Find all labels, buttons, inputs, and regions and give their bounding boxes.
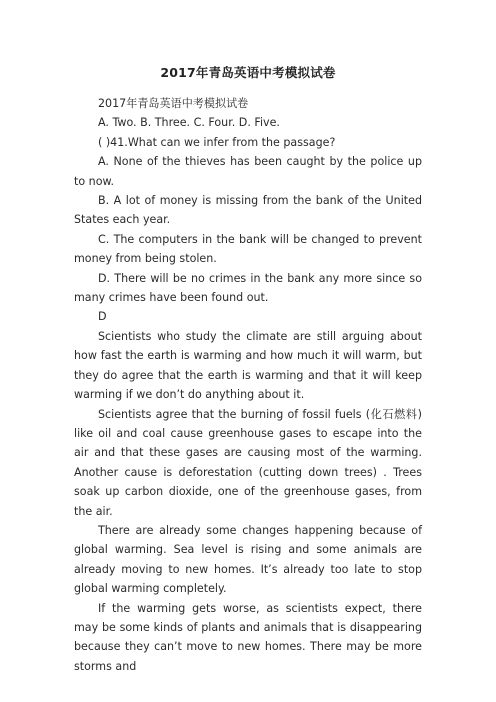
passage-paragraph: Scientists who study the climate are still arguing about how fast the earth is warming and how much it will warm, but they do agree that the earth is warming and that it will keep warming if we don’t do anything about it. <box>74 329 422 402</box>
question-41: ( )41.What can we infer from the passage? <box>98 135 336 149</box>
option-d: D. There will be no crimes in the bank any more since so many crimes have been found out. <box>74 271 422 305</box>
answer-options-line: A. Two. B. Three. C. Four. D. Five. <box>98 116 280 130</box>
option-c: C. The computers in the bank will be changed to prevent money from being stolen. <box>74 232 422 266</box>
section-label: D <box>98 310 107 324</box>
passage-paragraph: There are already some changes happening because of global warming. Sea level is rising and some animals are already moving to new homes. It’s already too late to stop global warming completely. <box>74 523 422 596</box>
passage-paragraph: If the warming gets worse, as scientists expect, there may be some kinds of plants and animals that is disappearing because they can’t move to new homes. There may be more storms and <box>74 601 422 673</box>
option-b: B. A lot of money is missing from the bank of the United States each year. <box>74 194 422 227</box>
passage-paragraph: Scientists agree that the burning of fossil fuels (化石燃料) like oil and coal cause greenhouse gases to escape into the air and that these gases are causing most of the warming. Another cause is deforestation (cutting down trees) . Trees soak up carbon dioxide, one of the greenhouse gases, from the air. <box>74 407 422 518</box>
document-body <box>74 94 422 676</box>
page-title: 2017年青岛英语中考模拟试卷 <box>160 65 336 80</box>
body-paragraph: 2017年青岛英语中考模拟试卷 <box>98 97 249 110</box>
option-a: A. None of the thieves has been caught by the police up to now. <box>74 155 422 188</box>
